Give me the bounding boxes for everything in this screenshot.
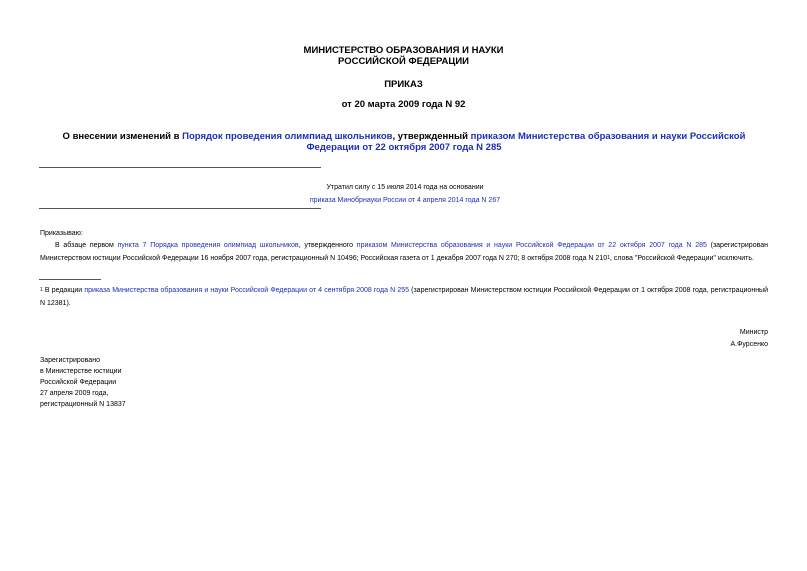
lost-force-note (300, 181, 510, 207)
document-title (40, 131, 768, 153)
title-link-procedure[interactable]: Порядок проведения олимпиад школьников (182, 131, 393, 142)
lost-force-link[interactable]: приказа Минобрнауки России от 4 апреля 2014 года N 267 (309, 197, 501, 204)
divider-bottom (39, 208, 321, 209)
registration-line-5: регистрационный N 13837 (40, 401, 126, 408)
footnote-link-order-255[interactable]: приказа Министерства образования и науки Российской Федерации от 4 сентября 2008 года N 255 (84, 287, 410, 294)
paragraph-link-item-7[interactable]: пункта 7 Порядка проведения олимпиад школьников (117, 242, 299, 249)
paragraph-end: (зарегистрирован Министерством юстиции Российской Федерации 16 ноября 2007 года, регистрационный N 10496; Российская газета от 1 декабря 2007 года N 270; 8 октября 2008 года N 210 (40, 242, 768, 262)
registration-line-2: в Министерстве юстиции (40, 368, 122, 375)
title-middle: , утвержденный (392, 131, 471, 142)
ministry-line-1: МИНИСТЕРСТВО ОБРАЗОВАНИЯ И НАУКИ (303, 45, 504, 56)
footnote-mark: 1 (40, 287, 43, 293)
paragraph-start: В абзаце первом (55, 242, 118, 249)
signature-block (730, 327, 768, 351)
paragraph-tail: , слова "Российской Федерации" исключить. (609, 255, 754, 262)
footnote-ref[interactable]: 1 (607, 255, 610, 261)
ministry-line-2: РОССИЙСКОЙ ФЕДЕРАЦИИ (337, 56, 469, 67)
signatory-name: А.Фурсенко (730, 341, 768, 348)
title-prefix: О внесении изменений в (62, 131, 183, 142)
registration-block (40, 355, 126, 410)
divider-top (39, 167, 321, 168)
order-paragraph (40, 239, 768, 265)
paragraph-mid: , утвержденного (298, 242, 357, 249)
order-intro: Приказываю: (40, 230, 83, 237)
footnote-start: В редакции (42, 287, 85, 294)
footnote-end: (зарегистрирован Министерством юстиции Российской Федерации от 1 октября 2008 года, регистрационный N 12381). (40, 287, 768, 307)
ministry-name (0, 45, 807, 67)
footnote (40, 284, 768, 310)
lost-force-text: Утратил силу с 15 июля 2014 года на основании (326, 184, 484, 191)
order-heading: ПРИКАЗ (384, 79, 423, 90)
title-link-order-285[interactable]: приказом Министерства образования и науки Российской Федерации от 22 октября 2007 года N 285 (306, 131, 746, 153)
registration-line-3: Российской Федерации (40, 379, 117, 386)
signatory-position: Министр (739, 329, 768, 336)
footnote-divider (39, 279, 101, 280)
registration-line-4: 27 апреля 2009 года, (40, 390, 109, 397)
registration-line-1: Зарегистрировано (40, 357, 100, 364)
paragraph-link-order-285[interactable]: приказом Министерства образования и науки Российской Федерации от 22 октября 2007 года N 285 (356, 242, 707, 249)
order-date: от 20 марта 2009 года N 92 (341, 99, 466, 110)
